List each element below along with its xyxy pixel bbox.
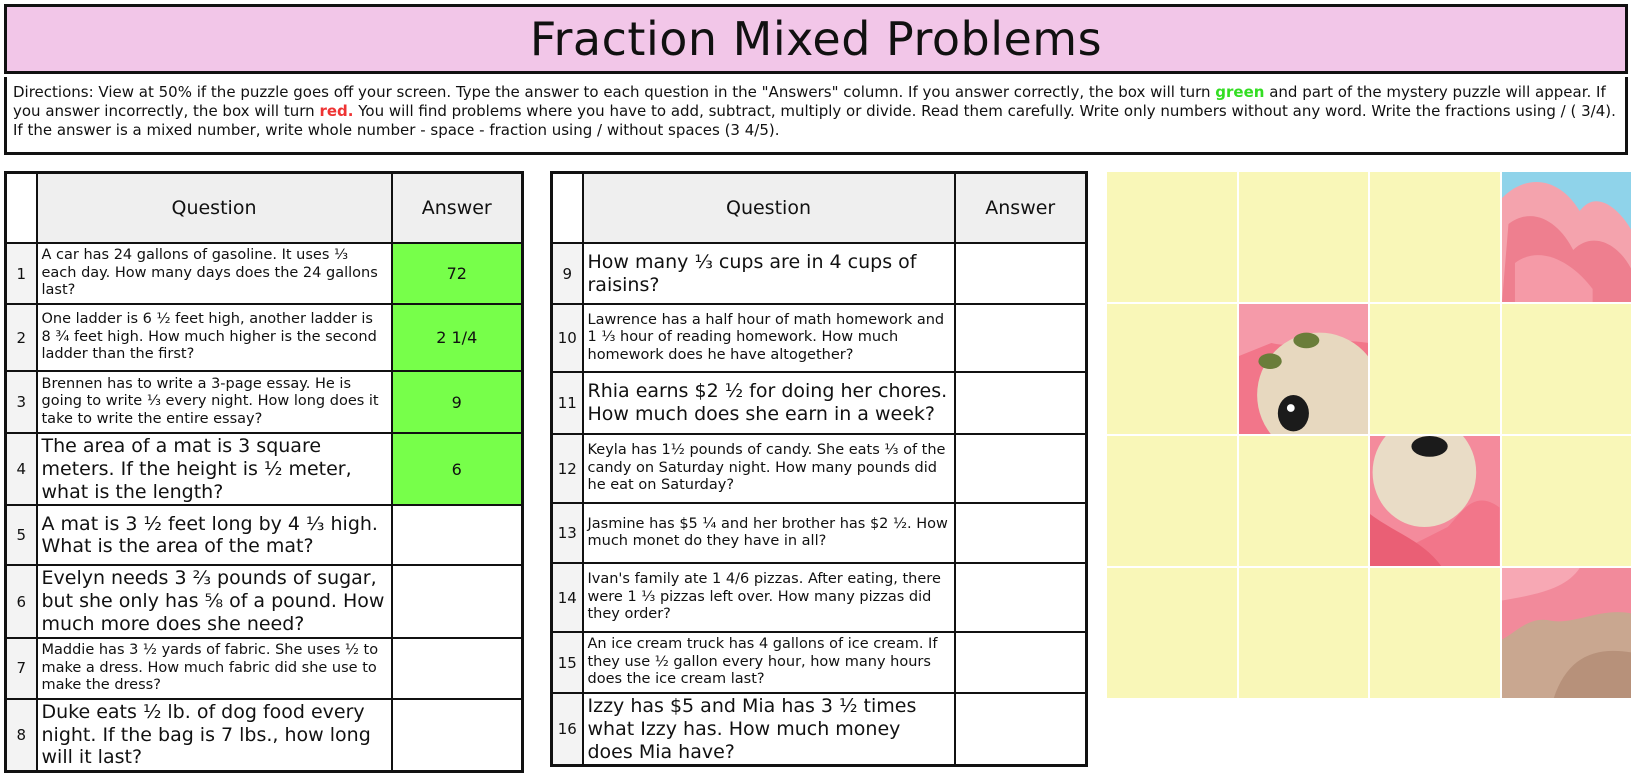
question-number: 7 <box>6 638 37 699</box>
table-row <box>6 638 523 699</box>
puzzle-tile-hidden <box>1239 568 1369 698</box>
question-number: 10 <box>552 304 583 372</box>
question-number: 9 <box>552 243 583 304</box>
table-header-row <box>6 173 523 244</box>
puzzle-tile-hidden <box>1107 568 1237 698</box>
question-number: 16 <box>552 693 583 766</box>
question-text: Jasmine has $5 ¼ and her brother has $2 ½. How much monet do they have in all? <box>583 503 955 563</box>
question-number: 8 <box>6 699 37 772</box>
puzzle-tile-hidden <box>1370 568 1500 698</box>
question-number: 12 <box>552 434 583 503</box>
table-row <box>552 304 1087 372</box>
question-text: Ivan's family ate 1 4/6 pizzas. After eating, there were 1 ⅓ pizzas left over. How many pizzas did they order? <box>583 563 955 632</box>
question-text: Brennen has to write a 3-page essay. He is going to write ⅓ every night. How long does it take to write the entire essay? <box>37 371 392 433</box>
table-row <box>552 632 1087 693</box>
puzzle-tile-hidden <box>1239 436 1369 566</box>
puzzle-tile-hidden <box>1239 172 1369 302</box>
question-text: Izzy has $5 and Mia has 3 ½ times what Izzy has. How much money does Mia have? <box>583 693 955 766</box>
table-row <box>6 243 523 304</box>
question-text: The area of a mat is 3 square meters. If the height is ½ meter, what is the length? <box>37 433 392 505</box>
table-row <box>552 243 1087 304</box>
table-row <box>552 693 1087 766</box>
table-row <box>6 565 523 637</box>
answer-cell[interactable]: 9 <box>392 371 523 433</box>
red-word: red. <box>319 102 354 120</box>
answer-cell[interactable] <box>955 372 1087 434</box>
question-number: 14 <box>552 563 583 632</box>
question-text: How many ⅓ cups are in 4 cups of raisins? <box>583 243 955 304</box>
question-number: 5 <box>6 505 37 565</box>
question-text: A car has 24 gallons of gasoline. It uses ⅓ each day. How many days does the 24 gallons last? <box>37 243 392 304</box>
puzzle-tile-revealed <box>1370 436 1500 566</box>
table-header-row <box>552 173 1087 244</box>
question-column-header: Question <box>583 173 955 244</box>
question-text: Rhia earns $2 ½ for doing her chores. How much does she earn in a week? <box>583 372 955 434</box>
question-number: 4 <box>6 433 37 505</box>
answer-cell[interactable] <box>955 243 1087 304</box>
question-text: Keyla has 1½ pounds of candy. She eats ⅓ of the candy on Saturday night. How many pounds did he eat on Saturday? <box>583 434 955 503</box>
question-table-right <box>550 171 1088 767</box>
answer-cell[interactable] <box>955 304 1087 372</box>
answer-cell[interactable] <box>955 693 1087 766</box>
question-text: Duke eats ½ lb. of dog food every night. If the bag is 7 lbs., how long will it last? <box>37 699 392 772</box>
question-number: 2 <box>6 304 37 371</box>
puzzle-tile-hidden <box>1370 304 1500 434</box>
question-number: 3 <box>6 371 37 433</box>
mystery-puzzle <box>1107 172 1631 698</box>
answer-cell[interactable] <box>955 503 1087 563</box>
answer-cell[interactable]: 72 <box>392 243 523 304</box>
question-text: An ice cream truck has 4 gallons of ice cream. If they use ½ gallon every hour, how many hours does the ice cream last? <box>583 632 955 693</box>
answer-cell[interactable] <box>392 638 523 699</box>
question-text: Lawrence has a half hour of math homework and 1 ⅓ hour of reading homework. How much homework does he have altogether? <box>583 304 955 372</box>
question-number: 1 <box>6 243 37 304</box>
directions-box <box>4 77 1628 155</box>
puzzle-tile-hidden <box>1107 172 1237 302</box>
question-text: Evelyn needs 3 ⅔ pounds of sugar, but she only has ⅝ of a pound. How much more does she need? <box>37 565 392 637</box>
puzzle-tile-hidden <box>1502 436 1632 566</box>
puzzle-tile-hidden <box>1107 436 1237 566</box>
directions-text-3: You will find problems where you have to add, subtract, multiply or divide. Read them carefully. Write only numbers without any word. Write the fractions using / ( 3/4). If the answer is a mixed number, write whole number - space - fraction using / without spaces (3 4/5). <box>13 102 1616 139</box>
question-text: A mat is 3 ½ feet long by 4 ⅓ high. What is the area of the mat? <box>37 505 392 565</box>
question-column-header: Question <box>37 173 392 244</box>
table-row <box>6 699 523 772</box>
puzzle-tile-hidden <box>1370 172 1500 302</box>
question-number: 13 <box>552 503 583 563</box>
answer-column-header: Answer <box>955 173 1087 244</box>
answer-cell[interactable] <box>955 434 1087 503</box>
green-word: green <box>1215 83 1265 101</box>
answer-cell[interactable] <box>955 563 1087 632</box>
table-row <box>6 505 523 565</box>
puzzle-tile-revealed <box>1239 304 1369 434</box>
table-row <box>552 434 1087 503</box>
answer-cell[interactable]: 2 1/4 <box>392 304 523 371</box>
question-number: 6 <box>6 565 37 637</box>
answer-column-header: Answer <box>392 173 523 244</box>
answer-cell[interactable] <box>955 632 1087 693</box>
number-column-header <box>552 173 583 244</box>
table-row <box>552 372 1087 434</box>
puzzle-tile-hidden <box>1502 304 1632 434</box>
puzzle-tile-revealed <box>1502 172 1632 302</box>
table-row <box>552 563 1087 632</box>
title-banner <box>4 4 1628 74</box>
puzzle-tile-hidden <box>1107 304 1237 434</box>
answer-cell[interactable] <box>392 699 523 772</box>
question-text: One ladder is 6 ½ feet high, another ladder is 8 ¾ feet high. How much higher is the second ladder than the first? <box>37 304 392 371</box>
answer-cell[interactable] <box>392 565 523 637</box>
table-row <box>552 503 1087 563</box>
answer-cell[interactable]: 6 <box>392 433 523 505</box>
question-number: 15 <box>552 632 583 693</box>
number-column-header <box>6 173 37 244</box>
answer-cell[interactable] <box>392 505 523 565</box>
table-row <box>6 371 523 433</box>
question-table-left <box>4 171 524 773</box>
directions-text-2: and part of the mystery puzzle will appear. If you answer incorrectly, the box will turn <box>13 83 1606 120</box>
table-row <box>6 304 523 371</box>
page-title: Fraction Mixed Problems <box>529 12 1103 66</box>
directions-text-1: Directions: View at 50% if the puzzle goes off your screen. Type the answer to each question in the "Answers" column. If you answer correctly, the box will turn <box>13 83 1216 101</box>
puzzle-tile-revealed <box>1502 568 1632 698</box>
question-text: Maddie has 3 ½ yards of fabric. She uses ½ to make a dress. How much fabric did she use to make the dress? <box>37 638 392 699</box>
table-row <box>6 433 523 505</box>
question-number: 11 <box>552 372 583 434</box>
